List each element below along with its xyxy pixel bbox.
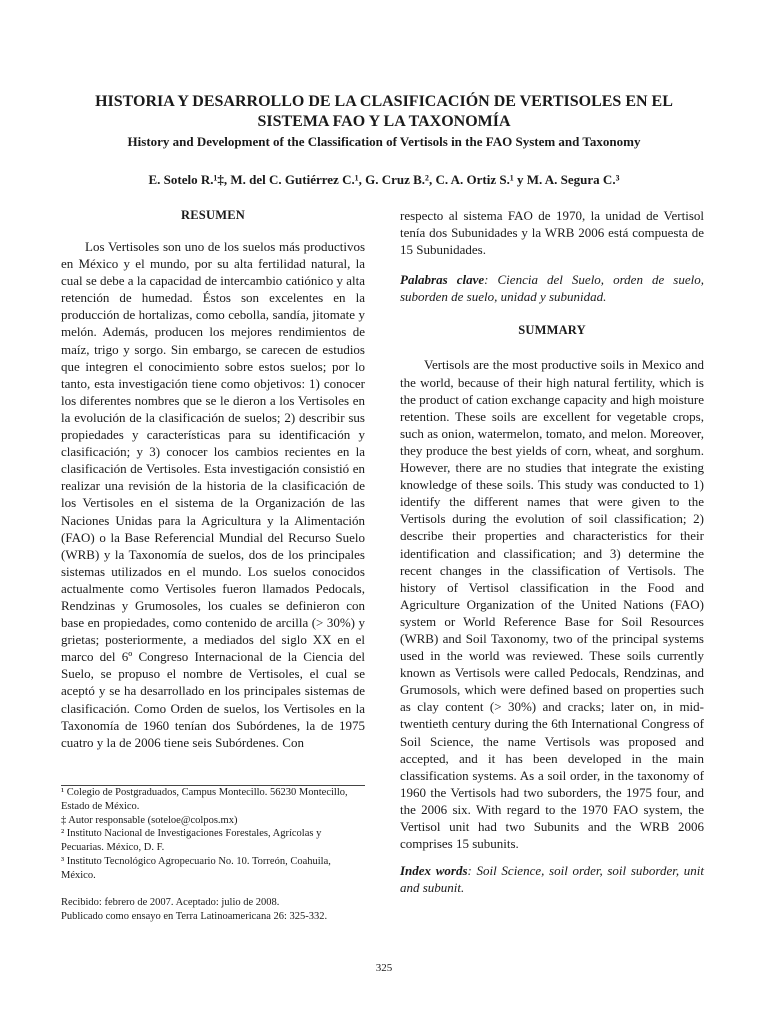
palabras-clave-label: Palabras clave: [400, 272, 485, 288]
publication-dates: [61, 896, 365, 924]
summary-text: Vertisols are the most productive soils in Mexico and the world, because of their high natural fertility, which is the product of cation exchange capacity and high moisture retention. These soils are excellent for vegetable crops, such as onion, watermelon, tomato, and melon. Moreover, they produce the best yields of corn, wheat, and sorghum. However, there are no studies that integrate the existing knowledge of these soils. This study was conducted to 1) identify the different names that were given to the Vertisols during the evolution of soil classification; 2) describe their properties and characteristics for their identification and classification; and 3) determine the recent changes in the classification of Vertisols. The history of Vertisol classification in the Food and Agriculture Organization of the United Nations (FAO) system or World Reference Base for Soil Resources (WRB) and Soil Taxonomy, two of the principal systems used in the world was reviewed. These soils currently known as Vertisols were called Pedocals, Rendzinas, and Grumosols, which were defined based on properties such as clay content (> 30%) and cracks; later on, in mid-twentieth century during the 6th International Congress of Soil Science, the name Vertisols was proposed and accepted, and it has been developed in the main classification systems. As a soil order, in the taxonomy of 1960 the Vertisols had two suborders, the 1975 four, and the 2006 six. With regard to the 1970 FAO system, the Vertisol unit had two Subunits and the WRB 2006 comprises 15 subunits.: [400, 357, 704, 852]
index-words-label: Index words: [400, 863, 468, 879]
resumen-continuation: respecto al sistema FAO de 1970, la unidad de Vertisol tenía dos Subunidades y la WRB 2006 está compuesta de 15 Subunidades.: [400, 208, 704, 258]
author-list: E. Sotelo R.¹‡, M. del C. Gutiérrez C.¹, G. Cruz B.², C. A. Ortiz S.¹ y M. A. Segura C.³: [148, 172, 620, 187]
footnote-1: ¹ Colegio de Postgraduados, Campus Montecillo. 56230 Montecillo, Estado de México.: [61, 787, 348, 812]
received-line: Recibido: febrero de 2007. Aceptado: julio de 2008.: [61, 897, 280, 908]
footnote-2: ² Instituto Nacional de Investigaciones Forestales, Agrícolas y Pecuarias. México, D. F.: [61, 828, 322, 854]
index-words: [400, 862, 704, 896]
title-line-2: SISTEMA FAO Y LA TAXONOMÍA: [257, 113, 511, 130]
palabras-clave: [400, 271, 704, 305]
paper-title: [40, 92, 728, 132]
footnote-corresponding: ‡ Autor responsable (soteloe@colpos.mx): [61, 814, 238, 826]
resumen-heading: RESUMEN: [181, 208, 245, 222]
title-line-1: HISTORIA Y DESARROLLO DE LA CLASIFICACIÓN DE VERTISOLES EN EL: [95, 93, 673, 110]
footnotes: [61, 785, 365, 883]
footnote-3: ³ Instituto Tecnológico Agropecuario No. 10. Torreón, Coahuila, México.: [61, 855, 331, 881]
resumen-text: Los Vertisoles son uno de los suelos más productivos en México y el mundo, por su alta fertilidad natural, la cual se debe a la capacidad de intercambio catiónico y alta retención de humedad. Éstos son excelentes en la producción de hortalizas, como cebolla, sandía, jitomate y melón. Además, producen los mejores rendimientos de maíz, trigo y sorgo. Sin embargo, se carecen de estudios que integren el conocimiento sobre estos suelos; por lo tanto, esta investigación tiene como objetivos: 1) conocer los diferentes nombres que se le dieron a los Vertisoles en la evolución de la clasificación de suelos; 2) describir sus propiedades y características para su identificación y clasificación; y 3) conocer los cambios recientes en la clasificación de Vertisoles. Esta investigación consistió en realizar una revisión de la historia de la clasificación de los Vertisoles en el sistema de la Organización de las Naciones Unidas para la Agricultura y la Alimentación (FAO) o la Base Referencial Mundial del Recurso Suelo (WRB) y la Taxonomía de suelos, dos de los principales sistemas utilizados en el mundo. Los suelos conocidos actualmente como Vertisoles fueron llamados Pedocals, Rendzinas y Grumosoles, los cuales se definieron con base en propiedades, como contenido de arcilla (> 30%) y grietas; posteriormente, a mediados del siglo XX en el marco del 6º Congreso Internacional de la Ciencia del Suelo, se propuso el nombre de Vertisoles, el cual se aceptó y se ha desarrollado en los principales sistemas de clasificación. Como Orden de suelos, los Vertisoles en la Taxonomía de 1960 tenían dos Subórdenes, la de 1975 cuatro y la de 2006 tiene seis Subórdenes. Con: [61, 239, 365, 750]
index-words-text: : Soil Science, soil order, soil suborder, unit and subunit.: [400, 863, 704, 896]
palabras-clave-text: : Ciencia del Suelo, orden de suelo, suborden de suelo, unidad y subunidad.: [400, 272, 704, 305]
left-column: [61, 207, 365, 751]
right-column: [400, 207, 704, 896]
english-title: History and Development of the Classification of Vertisols in the FAO System and Taxonomy: [127, 134, 641, 149]
summary-heading: SUMMARY: [518, 323, 586, 338]
published-line: Publicado como ensayo en Terra Latinoamericana 26: 325-332.: [61, 910, 328, 922]
page-number: 325: [375, 962, 393, 974]
